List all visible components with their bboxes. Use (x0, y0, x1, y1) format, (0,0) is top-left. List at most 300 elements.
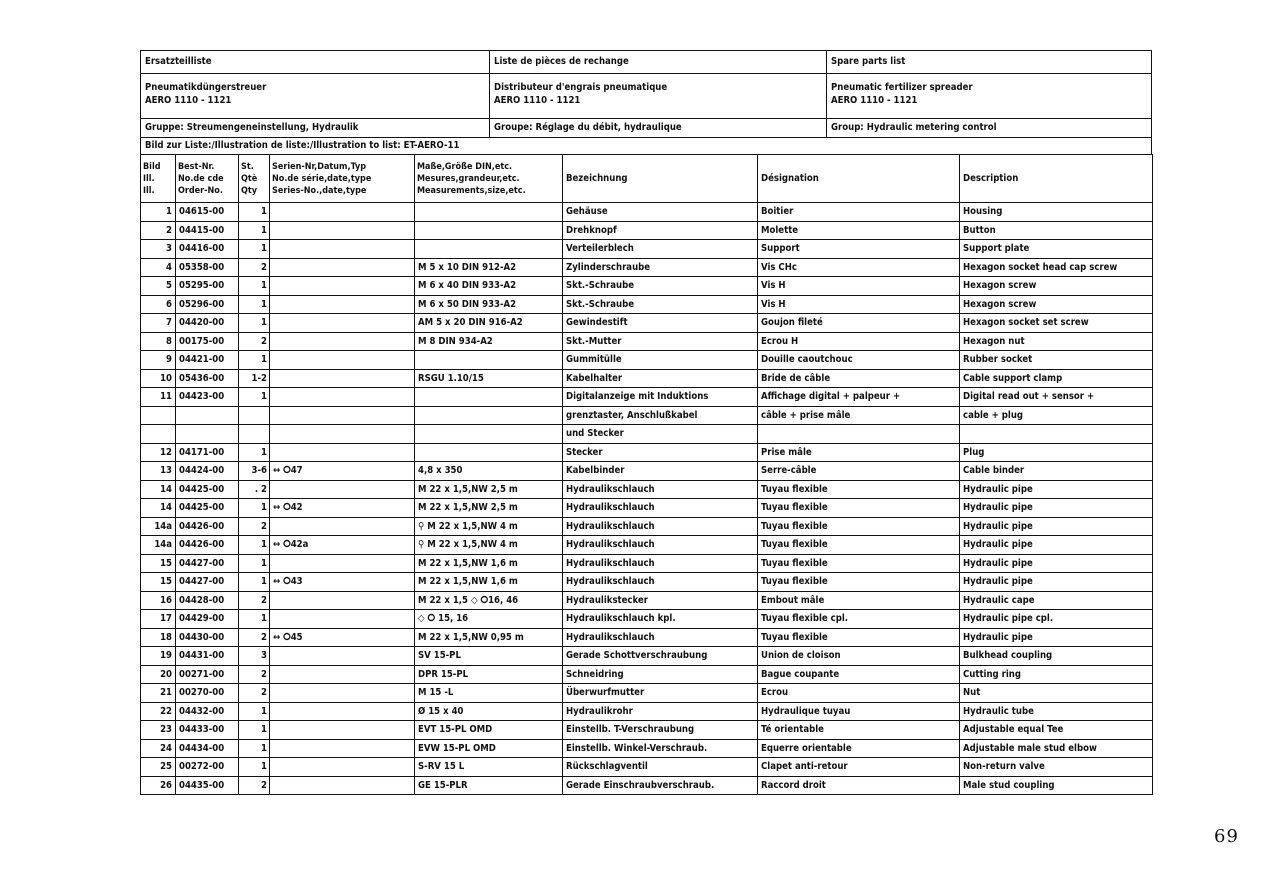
cell-series: ↔ ⭘45 (270, 628, 415, 647)
cell-designation: Vis CHc (758, 258, 960, 277)
cell-order-no: 04423-00 (176, 388, 239, 407)
cell-measurements: Ø 15 x 40 (415, 702, 563, 721)
cell-qty: 2 (239, 776, 270, 795)
cell-order-no: 04426-00 (176, 517, 239, 536)
cell-ill: 7 (141, 314, 176, 333)
cell-measurements (415, 406, 563, 425)
cell-bezeichnung: Hydraulikrohr (563, 702, 758, 721)
col-header-qty: St. Qtè Qty (239, 155, 270, 203)
cell-bezeichnung: Digitalanzeige mit Induktions (563, 388, 758, 407)
cell-bezeichnung: Hydraulikschlauch (563, 536, 758, 555)
cell-designation: Ecrou (758, 684, 960, 703)
cell-bezeichnung: Schneidring (563, 665, 758, 684)
parts-table-body (141, 203, 1153, 795)
cell-description: Hydraulic tube (960, 702, 1153, 721)
cell-order-no: 04432-00 (176, 702, 239, 721)
cell-bezeichnung: Einstellb. T-Verschraubung (563, 721, 758, 740)
cell-designation: Clapet anti-retour (758, 758, 960, 777)
cell-series (270, 702, 415, 721)
cell-description (960, 425, 1153, 444)
cell-measurements: M 22 x 1,5,NW 1,6 m (415, 554, 563, 573)
cell-order-no: 00272-00 (176, 758, 239, 777)
cell-bezeichnung: Überwurfmutter (563, 684, 758, 703)
cell-measurements: M 22 x 1,5,NW 0,95 m (415, 628, 563, 647)
cell-qty: 1 (239, 536, 270, 555)
col-header-designation: Désignation (758, 155, 960, 203)
cell-measurements: M 15 -L (415, 684, 563, 703)
cell-ill: 14 (141, 499, 176, 518)
cell-bezeichnung: Skt.-Schraube (563, 277, 758, 296)
cell-order-no: 00270-00 (176, 684, 239, 703)
table-row (141, 758, 1153, 777)
cell-measurements (415, 425, 563, 444)
cell-description: Male stud coupling (960, 776, 1153, 795)
cell-series (270, 277, 415, 296)
cell-series (270, 425, 415, 444)
cell-order-no: 04425-00 (176, 499, 239, 518)
table-row (141, 610, 1153, 629)
cell-ill: 20 (141, 665, 176, 684)
cell-measurements: 4,8 x 350 (415, 462, 563, 481)
cell-designation: Support (758, 240, 960, 259)
cell-ill: 1 (141, 203, 176, 222)
cell-bezeichnung: Einstellb. Winkel-Verschraub. (563, 739, 758, 758)
cell-order-no: 04420-00 (176, 314, 239, 333)
col-header-ill: Bild Ill. Ill. (141, 155, 176, 203)
cell-bezeichnung: Hydraulikschlauch (563, 628, 758, 647)
cell-bezeichnung: Rückschlagventil (563, 758, 758, 777)
cell-measurements (415, 203, 563, 222)
table-row (141, 258, 1153, 277)
cell-measurements (415, 240, 563, 259)
title-fr: Liste de pièces de rechange (490, 51, 827, 73)
cell-designation: Affichage digital + palpeur + (758, 388, 960, 407)
cell-measurements: M 22 x 1,5 ◇ ⭘16, 46 (415, 591, 563, 610)
header-group (140, 118, 1152, 137)
machine-en-name: Pneumatic fertilizer spreader (831, 82, 973, 93)
cell-description: Nut (960, 684, 1153, 703)
table-row (141, 425, 1153, 444)
cell-ill: 21 (141, 684, 176, 703)
col-header-description: Description (960, 155, 1153, 203)
cell-qty: . 2 (239, 480, 270, 499)
cell-bezeichnung: Hydraulikschlauch (563, 517, 758, 536)
table-row (141, 240, 1153, 259)
cell-designation: Vis H (758, 277, 960, 296)
cell-qty: 2 (239, 684, 270, 703)
cell-qty: 1 (239, 554, 270, 573)
cell-qty: 1 (239, 295, 270, 314)
cell-qty: 1 (239, 721, 270, 740)
cell-measurements: M 22 x 1,5,NW 2,5 m (415, 480, 563, 499)
cell-designation: Tuyau flexible (758, 554, 960, 573)
table-row (141, 221, 1153, 240)
cell-series: ↔ ⭘47 (270, 462, 415, 481)
cell-qty: 1 (239, 758, 270, 777)
cell-series (270, 517, 415, 536)
cell-series (270, 665, 415, 684)
cell-designation (758, 425, 960, 444)
cell-description: Hydraulic pipe cpl. (960, 610, 1153, 629)
cell-series (270, 591, 415, 610)
cell-order-no: 04416-00 (176, 240, 239, 259)
cell-measurements: M 6 x 40 DIN 933-A2 (415, 277, 563, 296)
cell-measurements: DPR 15-PL (415, 665, 563, 684)
cell-designation: Goujon fileté (758, 314, 960, 333)
cell-designation: Ecrou H (758, 332, 960, 351)
cell-bezeichnung: Hydraulikschlauch kpl. (563, 610, 758, 629)
table-row (141, 443, 1153, 462)
cell-ill (141, 406, 176, 425)
cell-ill (141, 425, 176, 444)
cell-series (270, 221, 415, 240)
cell-order-no: 04415-00 (176, 221, 239, 240)
cell-designation: Vis H (758, 295, 960, 314)
table-row (141, 628, 1153, 647)
cell-description: Bulkhead coupling (960, 647, 1153, 666)
cell-measurements: S-RV 15 L (415, 758, 563, 777)
cell-description: Hydraulic cape (960, 591, 1153, 610)
cell-ill: 16 (141, 591, 176, 610)
cell-bezeichnung: Hydraulikschlauch (563, 499, 758, 518)
cell-description: Cable support clamp (960, 369, 1153, 388)
cell-measurements (415, 221, 563, 240)
cell-designation: Tuyau flexible (758, 499, 960, 518)
cell-designation: Tuyau flexible (758, 517, 960, 536)
header-machine (140, 73, 1152, 118)
cell-series (270, 406, 415, 425)
cell-order-no: 04431-00 (176, 647, 239, 666)
cell-order-no: 04426-00 (176, 536, 239, 555)
cell-bezeichnung: Hydraulikschlauch (563, 480, 758, 499)
machine-en-model: AERO 1110 - 1121 (831, 95, 918, 106)
cell-qty: 2 (239, 258, 270, 277)
table-row (141, 702, 1153, 721)
cell-ill: 8 (141, 332, 176, 351)
cell-bezeichnung: Stecker (563, 443, 758, 462)
parts-table (140, 154, 1153, 795)
col-header-order-no: Best-Nr. No.de cde Order-No. (176, 155, 239, 203)
cell-qty (239, 425, 270, 444)
cell-ill: 25 (141, 758, 176, 777)
cell-measurements: ◇ ⭘ 15, 16 (415, 610, 563, 629)
title-en: Spare parts list (831, 56, 906, 67)
cell-order-no: 04430-00 (176, 628, 239, 647)
cell-description: Button (960, 221, 1153, 240)
cell-order-no: 04615-00 (176, 203, 239, 222)
machine-fr-name: Distributeur d'engrais pneumatique (494, 82, 668, 93)
cell-series (270, 314, 415, 333)
machine-fr (490, 74, 827, 118)
cell-order-no: 04427-00 (176, 554, 239, 573)
table-row (141, 314, 1153, 333)
cell-series (270, 647, 415, 666)
cell-series (270, 388, 415, 407)
col-header-measurements: Maße,Größe DIN,etc. Mesures,grandeur,etc. Measurements,size,etc. (415, 155, 563, 203)
cell-series (270, 203, 415, 222)
table-row (141, 665, 1153, 684)
cell-measurements: M 22 x 1,5,NW 2,5 m (415, 499, 563, 518)
cell-description: Rubber socket (960, 351, 1153, 370)
table-row (141, 203, 1153, 222)
cell-order-no: 00175-00 (176, 332, 239, 351)
cell-order-no: 04424-00 (176, 462, 239, 481)
cell-series (270, 480, 415, 499)
cell-description: cable + plug (960, 406, 1153, 425)
cell-ill: 9 (141, 351, 176, 370)
cell-measurements: SV 15-PL (415, 647, 563, 666)
cell-measurements: EVW 15-PL OMD (415, 739, 563, 758)
group-de: Gruppe: Streumengeneinstellung, Hydraulik (141, 119, 490, 137)
cell-order-no: 05436-00 (176, 369, 239, 388)
cell-description: Hexagon screw (960, 295, 1153, 314)
table-row (141, 739, 1153, 758)
cell-bezeichnung: Gerade Einschraubverschraub. (563, 776, 758, 795)
cell-order-no (176, 425, 239, 444)
machine-en (827, 74, 1153, 118)
cell-designation: Boitier (758, 203, 960, 222)
cell-order-no: 04428-00 (176, 591, 239, 610)
cell-series (270, 351, 415, 370)
table-row (141, 684, 1153, 703)
machine-fr-model: AERO 1110 - 1121 (494, 95, 581, 106)
cell-ill: 22 (141, 702, 176, 721)
cell-bezeichnung: grenztaster, Anschlußkabel (563, 406, 758, 425)
cell-designation: Douille caoutchouc (758, 351, 960, 370)
cell-order-no: 04435-00 (176, 776, 239, 795)
cell-measurements: M 22 x 1,5,NW 1,6 m (415, 573, 563, 592)
cell-qty: 1 (239, 240, 270, 259)
cell-measurements: AM 5 x 20 DIN 916-A2 (415, 314, 563, 333)
col-header-series: Serien-Nr,Datum,Typ No.de série,date,type Series-No.,date,type (270, 155, 415, 203)
cell-bezeichnung: Kabelhalter (563, 369, 758, 388)
cell-bezeichnung: Drehknopf (563, 221, 758, 240)
cell-ill: 26 (141, 776, 176, 795)
cell-ill: 4 (141, 258, 176, 277)
table-row (141, 351, 1153, 370)
illustration-reference: Bild zur Liste:/Illustration de liste:/Illustration to list: ET-AERO-11 (140, 137, 1152, 154)
cell-qty: 2 (239, 591, 270, 610)
cell-ill: 5 (141, 277, 176, 296)
cell-ill: 17 (141, 610, 176, 629)
table-row (141, 480, 1153, 499)
cell-description: Hexagon socket set screw (960, 314, 1153, 333)
cell-order-no: 00271-00 (176, 665, 239, 684)
cell-bezeichnung: und Stecker (563, 425, 758, 444)
cell-qty: 2 (239, 628, 270, 647)
cell-bezeichnung: Hydraulikstecker (563, 591, 758, 610)
cell-ill: 18 (141, 628, 176, 647)
table-row (141, 406, 1153, 425)
cell-description: Hexagon nut (960, 332, 1153, 351)
cell-order-no: 04421-00 (176, 351, 239, 370)
cell-description: Cable binder (960, 462, 1153, 481)
table-row (141, 573, 1153, 592)
cell-series: ↔ ⭘43 (270, 573, 415, 592)
cell-order-no: 04171-00 (176, 443, 239, 462)
cell-designation: Tuyau flexible (758, 480, 960, 499)
cell-designation: Tuyau flexible cpl. (758, 610, 960, 629)
cell-ill: 14a (141, 536, 176, 555)
cell-bezeichnung: Verteilerblech (563, 240, 758, 259)
cell-series (270, 443, 415, 462)
table-row (141, 499, 1153, 518)
cell-measurements: M 5 x 10 DIN 912-A2 (415, 258, 563, 277)
cell-description: Hydraulic pipe (960, 499, 1153, 518)
cell-order-no: 05358-00 (176, 258, 239, 277)
cell-description: Plug (960, 443, 1153, 462)
cell-qty: 1-2 (239, 369, 270, 388)
cell-qty: 2 (239, 665, 270, 684)
table-row (141, 591, 1153, 610)
cell-bezeichnung: Skt.-Schraube (563, 295, 758, 314)
cell-bezeichnung: Kabelbinder (563, 462, 758, 481)
cell-description: Non-return valve (960, 758, 1153, 777)
cell-measurements (415, 443, 563, 462)
cell-description: Hydraulic pipe (960, 628, 1153, 647)
table-row (141, 647, 1153, 666)
cell-ill: 12 (141, 443, 176, 462)
cell-qty: 1 (239, 221, 270, 240)
parts-list-sheet (140, 50, 1152, 795)
table-header-row (141, 155, 1153, 203)
cell-designation: Serre-câble (758, 462, 960, 481)
cell-ill: 24 (141, 739, 176, 758)
group-fr: Groupe: Réglage du débit, hydraulique (490, 119, 827, 137)
cell-qty: 1 (239, 277, 270, 296)
cell-order-no: 04427-00 (176, 573, 239, 592)
table-row (141, 277, 1153, 296)
cell-measurements: M 6 x 50 DIN 933-A2 (415, 295, 563, 314)
cell-qty: 1 (239, 203, 270, 222)
cell-designation: Equerre orientable (758, 739, 960, 758)
cell-ill: 2 (141, 221, 176, 240)
machine-de-model: AERO 1110 - 1121 (145, 95, 232, 106)
cell-ill: 10 (141, 369, 176, 388)
cell-ill: 14a (141, 517, 176, 536)
cell-designation: Raccord droit (758, 776, 960, 795)
cell-designation: Hydraulique tuyau (758, 702, 960, 721)
cell-designation: Tuyau flexible (758, 536, 960, 555)
cell-series (270, 369, 415, 388)
table-row (141, 776, 1153, 795)
cell-series (270, 332, 415, 351)
cell-qty: 1 (239, 702, 270, 721)
cell-series (270, 684, 415, 703)
cell-description: Adjustable equal Tee (960, 721, 1153, 740)
cell-order-no: 05296-00 (176, 295, 239, 314)
cell-measurements (415, 351, 563, 370)
cell-qty: 2 (239, 332, 270, 351)
cell-bezeichnung: Gewindestift (563, 314, 758, 333)
cell-designation: Molette (758, 221, 960, 240)
cell-order-no: 04425-00 (176, 480, 239, 499)
cell-description: Hydraulic pipe (960, 536, 1153, 555)
cell-description: Housing (960, 203, 1153, 222)
cell-qty: 3 (239, 647, 270, 666)
cell-designation: Bride de câble (758, 369, 960, 388)
cell-qty: 1 (239, 314, 270, 333)
cell-qty: 1 (239, 610, 270, 629)
cell-qty: 1 (239, 351, 270, 370)
cell-series (270, 776, 415, 795)
group-en: Group: Hydraulic metering control (831, 122, 997, 133)
cell-description: Hydraulic pipe (960, 517, 1153, 536)
table-row (141, 721, 1153, 740)
cell-measurements: ⚲ M 22 x 1,5,NW 4 m (415, 517, 563, 536)
table-row (141, 554, 1153, 573)
cell-bezeichnung: Hydraulikschlauch (563, 554, 758, 573)
cell-series (270, 240, 415, 259)
cell-order-no: 04429-00 (176, 610, 239, 629)
cell-description: Digital read out + sensor + (960, 388, 1153, 407)
cell-series (270, 610, 415, 629)
cell-description: Cutting ring (960, 665, 1153, 684)
cell-designation: Embout mâle (758, 591, 960, 610)
cell-ill: 3 (141, 240, 176, 259)
cell-qty: 1 (239, 739, 270, 758)
cell-ill: 15 (141, 554, 176, 573)
cell-measurements: GE 15-PLR (415, 776, 563, 795)
cell-designation: Tuyau flexible (758, 628, 960, 647)
cell-measurements: EVT 15-PL OMD (415, 721, 563, 740)
cell-measurements: ⚲ M 22 x 1,5,NW 4 m (415, 536, 563, 555)
title-de: Ersatzteilliste (141, 51, 490, 73)
cell-order-no: 04433-00 (176, 721, 239, 740)
cell-bezeichnung: Hydraulikschlauch (563, 573, 758, 592)
table-row (141, 295, 1153, 314)
cell-series (270, 739, 415, 758)
table-row (141, 517, 1153, 536)
cell-description: Hexagon socket head cap screw (960, 258, 1153, 277)
cell-series: ↔ ⭘42 (270, 499, 415, 518)
page-number: 69 (1214, 826, 1239, 847)
cell-series (270, 258, 415, 277)
cell-designation: Té orientable (758, 721, 960, 740)
cell-qty: 3-6 (239, 462, 270, 481)
cell-designation: Prise mâle (758, 443, 960, 462)
cell-measurements: M 8 DIN 934-A2 (415, 332, 563, 351)
cell-description: Adjustable male stud elbow (960, 739, 1153, 758)
cell-designation: Union de cloison (758, 647, 960, 666)
machine-de (141, 74, 490, 118)
cell-qty: 1 (239, 499, 270, 518)
table-row (141, 369, 1153, 388)
cell-qty: 2 (239, 517, 270, 536)
cell-qty: 1 (239, 388, 270, 407)
machine-de-name: Pneumatikdüngerstreuer (145, 82, 267, 93)
cell-series (270, 758, 415, 777)
cell-bezeichnung: Gummitülle (563, 351, 758, 370)
cell-order-no: 05295-00 (176, 277, 239, 296)
cell-ill: 15 (141, 573, 176, 592)
cell-description: Hexagon screw (960, 277, 1153, 296)
cell-series: ↔ ⭘42a (270, 536, 415, 555)
cell-series (270, 721, 415, 740)
cell-ill: 11 (141, 388, 176, 407)
cell-description: Hydraulic pipe (960, 554, 1153, 573)
cell-order-no: 04434-00 (176, 739, 239, 758)
cell-measurements: RSGU 1.10/15 (415, 369, 563, 388)
col-header-bezeichnung: Bezeichnung (563, 155, 758, 203)
cell-qty: 1 (239, 573, 270, 592)
cell-description: Hydraulic pipe (960, 573, 1153, 592)
cell-ill: 6 (141, 295, 176, 314)
cell-description: Support plate (960, 240, 1153, 259)
cell-designation: câble + prise mâle (758, 406, 960, 425)
cell-designation: Tuyau flexible (758, 573, 960, 592)
cell-description: Hydraulic pipe (960, 480, 1153, 499)
